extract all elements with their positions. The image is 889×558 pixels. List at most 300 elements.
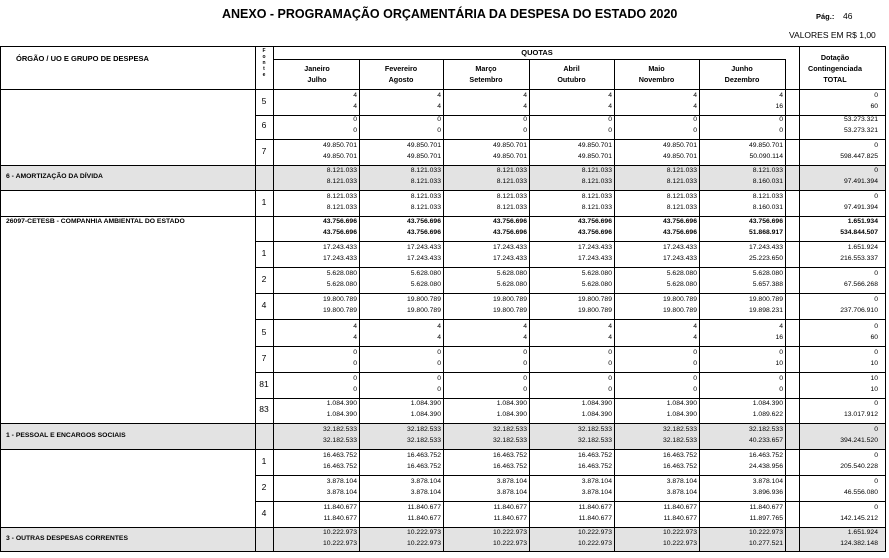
column-line	[699, 59, 700, 551]
quota-value: 8.121.033	[581, 193, 612, 200]
quota-value: 10.222.973	[406, 529, 441, 536]
dotacao-value: 0	[874, 452, 878, 459]
fonte-code: 1	[261, 248, 267, 258]
column-line	[443, 59, 444, 551]
dotacao-total: 60	[870, 334, 878, 341]
quota-value: 1.084.390	[326, 400, 357, 407]
month-name-first-half: Abril	[563, 64, 580, 73]
quota-value: 0	[608, 375, 612, 382]
quota-value: 16.463.752	[577, 452, 612, 459]
month-name-second-half: Agosto	[388, 75, 414, 84]
quota-value: 32.182.533	[492, 426, 527, 433]
month-header	[699, 63, 785, 85]
dotacao-header	[785, 52, 885, 85]
quota-value: 10.222.973	[492, 529, 527, 536]
quota-value: 3.896.936	[752, 489, 783, 496]
quota-value: 0	[353, 386, 357, 393]
month-name-first-half: Junho	[731, 64, 753, 73]
quota-value: 0	[608, 386, 612, 393]
quota-value: 25.223.650	[748, 255, 783, 262]
quota-value: 32.182.533	[406, 437, 441, 444]
dotacao-value: 0	[874, 323, 878, 330]
month-name-first-half: Maio	[648, 64, 665, 73]
row-separator	[255, 475, 886, 476]
quota-value: 17.243.433	[492, 244, 527, 251]
quota-value: 8.121.033	[666, 204, 697, 211]
quota-value: 49.850.701	[406, 142, 441, 149]
quota-value: 8.121.033	[666, 167, 697, 174]
row-separator	[255, 319, 886, 320]
quota-value: 49.850.701	[577, 142, 612, 149]
month-name-first-half: Março	[475, 64, 497, 73]
quota-value: 5.628.080	[410, 270, 441, 277]
quota-value: 4	[693, 103, 697, 110]
quota-value: 32.182.533	[662, 437, 697, 444]
quota-value: 17.243.433	[322, 255, 357, 262]
quota-value: 43.756.696	[577, 229, 612, 236]
quota-value: 24.438.956	[748, 463, 783, 470]
quota-value: 49.850.701	[492, 142, 527, 149]
fonte-code: 1	[261, 456, 267, 466]
quota-value: 4	[353, 92, 357, 99]
fonte-code: 83	[259, 404, 269, 414]
quota-value: 4	[437, 92, 441, 99]
dotacao-header-line: Contingenciada	[808, 64, 862, 73]
quota-value: 5.628.080	[496, 281, 527, 288]
dotacao-total: 142.145.212	[840, 515, 878, 522]
quota-value: 19.800.789	[577, 296, 612, 303]
quota-value: 1.084.390	[410, 411, 441, 418]
row-separator	[0, 449, 886, 450]
fonte-code: 6	[261, 120, 267, 130]
fonte-code: 2	[261, 274, 267, 284]
page-number: 46	[843, 11, 853, 21]
quota-value: 8.160.031	[752, 178, 783, 185]
quota-value: 32.182.533	[662, 426, 697, 433]
quota-value: 3.878.104	[752, 478, 783, 485]
dotacao-value: 0	[874, 426, 878, 433]
row-separator	[255, 501, 886, 502]
dotacao-total: 46.556.080	[843, 489, 878, 496]
dotacao-total: 10	[870, 360, 878, 367]
quota-value: 3.878.104	[496, 478, 527, 485]
quota-value: 4	[523, 323, 527, 330]
quota-value: 0	[437, 116, 441, 123]
quota-value: 0	[437, 360, 441, 367]
quota-value: 49.850.701	[406, 153, 441, 160]
quota-value: 0	[779, 116, 783, 123]
quota-value: 0	[693, 360, 697, 367]
quota-value: 0	[608, 349, 612, 356]
quota-value: 10.222.973	[577, 540, 612, 547]
quota-value: 0	[437, 386, 441, 393]
quota-value: 43.756.696	[577, 218, 612, 225]
quota-value: 0	[779, 349, 783, 356]
month-name-second-half: Novembro	[638, 75, 675, 84]
dotacao-total: 124.382.148	[840, 540, 878, 547]
table-border-bottom	[0, 551, 886, 552]
quota-value: 17.243.433	[492, 255, 527, 262]
quota-value: 5.628.080	[581, 281, 612, 288]
quota-value: 8.121.033	[752, 167, 783, 174]
month-name-second-half: Julho	[307, 75, 327, 84]
quota-value: 16.463.752	[492, 463, 527, 470]
dotacao-value: 0	[874, 349, 878, 356]
quota-value: 4	[353, 334, 357, 341]
quota-value: 8.121.033	[410, 167, 441, 174]
quota-value: 10.222.973	[322, 529, 357, 536]
quota-value: 32.182.533	[322, 437, 357, 444]
group-label: 6 - AMORTIZAÇÃO DA DÍVIDA	[6, 173, 103, 180]
quota-value: 4	[608, 334, 612, 341]
quota-value: 5.628.080	[752, 270, 783, 277]
quota-value: 50.090.114	[749, 153, 783, 160]
row-separator	[255, 241, 886, 242]
quota-value: 4	[608, 92, 612, 99]
dotacao-total: 97.491.394	[843, 178, 878, 185]
quota-value: 49.850.701	[577, 153, 612, 160]
quota-value: 0	[353, 127, 357, 134]
month-name-second-half: Dezembro	[724, 75, 760, 84]
quota-value: 43.756.696	[406, 229, 441, 236]
quota-value: 19.800.789	[662, 307, 697, 314]
row-separator	[255, 346, 886, 347]
quota-value: 8.160.031	[752, 204, 783, 211]
quota-value: 10.222.973	[662, 540, 697, 547]
row-separator	[255, 372, 886, 373]
quota-value: 8.121.033	[581, 178, 612, 185]
quota-value: 8.121.033	[410, 204, 441, 211]
quota-value: 4	[608, 103, 612, 110]
quota-value: 0	[523, 127, 527, 134]
quota-value: 10.277.521	[748, 540, 783, 547]
table-border-top	[0, 46, 886, 47]
dotacao-total: 598.447.825	[840, 153, 878, 160]
row-separator	[0, 423, 886, 424]
quota-value: 0	[353, 360, 357, 367]
quota-value: 11.840.677	[663, 515, 697, 522]
quota-value: 19.800.789	[662, 296, 697, 303]
quota-value: 19.800.789	[492, 296, 527, 303]
dotacao-header-line: TOTAL	[823, 75, 847, 84]
quota-value: 4	[693, 92, 697, 99]
column-header-quotas: QUOTAS	[521, 48, 553, 57]
quota-value: 40.233.657	[748, 437, 783, 444]
quota-value: 8.121.033	[326, 193, 357, 200]
dotacao-total: 534.844.507	[840, 229, 878, 236]
fonte-code: 81	[259, 379, 269, 389]
quota-value: 19.800.789	[577, 307, 612, 314]
dotacao-value: 0	[874, 270, 878, 277]
row-separator	[255, 293, 886, 294]
dotacao-total: 10	[870, 386, 878, 393]
quota-value: 0	[693, 349, 697, 356]
quota-value: 32.182.533	[577, 437, 612, 444]
column-header-org: ÓRGÃO / UO E GRUPO DE DESPESA	[16, 54, 149, 63]
quota-value: 16.463.752	[492, 452, 527, 459]
quota-value: 1.084.390	[496, 400, 527, 407]
quota-value: 19.800.789	[322, 296, 357, 303]
quota-value: 0	[779, 386, 783, 393]
quota-value: 19.800.789	[406, 307, 441, 314]
dotacao-value: 53.273.321	[843, 116, 878, 123]
fonte-code: 7	[261, 353, 267, 363]
quota-value: 11.840.677	[578, 515, 612, 522]
quota-value: 0	[353, 375, 357, 382]
quota-value: 8.121.033	[326, 204, 357, 211]
quota-value: 0	[608, 127, 612, 134]
quota-value: 5.628.080	[410, 281, 441, 288]
quota-value: 8.121.033	[496, 193, 527, 200]
quota-value: 10	[775, 360, 783, 367]
dotacao-value: 0	[874, 296, 878, 303]
quota-value: 3.878.104	[666, 478, 697, 485]
quota-value: 1.084.390	[666, 411, 697, 418]
month-header	[275, 63, 359, 85]
quota-value: 11.840.677	[493, 504, 527, 511]
quota-value: 5.628.080	[326, 281, 357, 288]
quota-value: 43.756.696	[322, 229, 357, 236]
quota-value: 11.840.677	[578, 504, 612, 511]
quota-value: 32.182.533	[577, 426, 612, 433]
quota-value: 5.628.080	[496, 270, 527, 277]
quota-value: 49.850.701	[322, 153, 357, 160]
quota-value: 3.878.104	[410, 478, 441, 485]
quota-value: 3.878.104	[326, 489, 357, 496]
dotacao-value: 0	[874, 400, 878, 407]
dotacao-value: 1.651.934	[847, 218, 878, 225]
quota-value: 0	[693, 375, 697, 382]
quota-value: 0	[353, 349, 357, 356]
quota-value: 1.089.622	[752, 411, 783, 418]
quota-value: 0	[523, 375, 527, 382]
quota-value: 43.756.696	[662, 218, 697, 225]
quota-value: 0	[779, 375, 783, 382]
quota-value: 5.628.080	[326, 270, 357, 277]
quota-value: 51.868.917	[748, 229, 783, 236]
month-name-second-half: Outubro	[557, 75, 586, 84]
quota-value: 8.121.033	[326, 167, 357, 174]
dotacao-value: 0	[874, 478, 878, 485]
quota-value: 1.084.390	[326, 411, 357, 418]
dotacao-total: 216.553.337	[840, 255, 878, 262]
quota-value: 32.182.533	[492, 437, 527, 444]
quota-value: 1.084.390	[581, 400, 612, 407]
fonte-code: 4	[261, 508, 267, 518]
quota-value: 8.121.033	[496, 204, 527, 211]
quota-value: 0	[523, 116, 527, 123]
quota-value: 32.182.533	[406, 426, 441, 433]
fonte-code: 1	[261, 197, 267, 207]
quota-value: 11.840.677	[323, 515, 357, 522]
quota-value: 10.222.973	[322, 540, 357, 547]
quota-value: 16	[775, 334, 783, 341]
quota-value: 1.084.390	[496, 411, 527, 418]
row-separator	[0, 190, 886, 191]
quota-value: 11.840.677	[493, 515, 527, 522]
dotacao-total: 67.566.268	[843, 281, 878, 288]
fonte-code: 7	[261, 146, 267, 156]
quota-value: 0	[353, 116, 357, 123]
dotacao-total: 237.706.910	[840, 307, 878, 314]
quota-value: 4	[693, 323, 697, 330]
quota-value: 11.840.677	[407, 515, 441, 522]
quota-value: 5.628.080	[666, 270, 697, 277]
quota-value: 1.084.390	[752, 400, 783, 407]
quota-value: 11.840.677	[407, 504, 441, 511]
quota-value: 19.800.789	[492, 307, 527, 314]
quota-value: 10.222.973	[748, 529, 783, 536]
quota-value: 16.463.752	[322, 452, 357, 459]
quota-value: 4	[437, 323, 441, 330]
quota-value: 5.628.080	[581, 270, 612, 277]
fonte-code: 2	[261, 482, 267, 492]
quota-value: 0	[523, 360, 527, 367]
org-label: 26097-CETESB - COMPANHIA AMBIENTAL DO ESTADO	[6, 218, 185, 225]
quota-value: 4	[693, 334, 697, 341]
quota-value: 43.756.696	[406, 218, 441, 225]
quota-value: 8.121.033	[752, 193, 783, 200]
quota-value: 11.840.677	[749, 504, 783, 511]
month-name-first-half: Fevereiro	[384, 64, 418, 73]
quota-value: 17.243.433	[662, 255, 697, 262]
group-label: 3 - OUTRAS DESPESAS CORRENTES	[6, 535, 128, 542]
page-label: Pág.:	[816, 12, 835, 21]
quota-value: 17.243.433	[577, 244, 612, 251]
fonte-code: 4	[261, 300, 267, 310]
quota-value: 8.121.033	[410, 193, 441, 200]
dotacao-total: 97.491.394	[843, 204, 878, 211]
quota-value: 10.222.973	[577, 529, 612, 536]
quota-value: 43.756.696	[662, 229, 697, 236]
quota-value: 17.243.433	[577, 255, 612, 262]
quota-value: 4	[523, 334, 527, 341]
quota-value: 43.756.696	[322, 218, 357, 225]
quota-value: 0	[608, 116, 612, 123]
fonte-code: 5	[261, 96, 267, 106]
quota-value: 8.121.033	[410, 178, 441, 185]
month-name-second-half: Setembro	[469, 75, 503, 84]
fonte-letter: F	[262, 48, 266, 54]
quota-value: 49.850.701	[748, 142, 783, 149]
quota-value: 4	[523, 92, 527, 99]
dotacao-value: 0	[874, 92, 878, 99]
quota-value: 11.840.677	[663, 504, 697, 511]
quota-value: 8.121.033	[326, 178, 357, 185]
quota-value: 16.463.752	[662, 463, 697, 470]
group-label: 1 - PESSOAL E ENCARGOS SOCIAIS	[6, 432, 126, 439]
month-header	[614, 63, 699, 85]
quota-value: 16.463.752	[406, 452, 441, 459]
dotacao-value: 10	[870, 375, 878, 382]
quota-value: 4	[437, 334, 441, 341]
quota-value: 3.878.104	[581, 478, 612, 485]
fonte-letter: t	[263, 66, 265, 72]
quota-value: 43.756.696	[748, 218, 783, 225]
quota-value: 19.800.789	[406, 296, 441, 303]
quota-value: 11.840.677	[323, 504, 357, 511]
quota-value: 49.850.701	[662, 153, 697, 160]
month-header	[529, 63, 614, 85]
quota-value: 10.222.973	[406, 540, 441, 547]
fonte-letter: n	[262, 60, 266, 66]
quota-value: 19.898.231	[748, 307, 783, 314]
row-separator	[255, 139, 886, 140]
quota-value: 8.121.033	[496, 178, 527, 185]
quota-value: 16.463.752	[748, 452, 783, 459]
quota-value: 8.121.033	[666, 178, 697, 185]
quota-value: 17.243.433	[322, 244, 357, 251]
dotacao-value: 0	[874, 193, 878, 200]
quota-value: 19.800.789	[748, 296, 783, 303]
dotacao-total: 60	[870, 103, 878, 110]
quota-value: 5.628.080	[666, 281, 697, 288]
quota-value: 16.463.752	[662, 452, 697, 459]
dotacao-total: 53.273.321	[843, 127, 878, 134]
quota-value: 17.243.433	[406, 244, 441, 251]
quota-value: 0	[523, 349, 527, 356]
quota-value: 43.756.696	[492, 229, 527, 236]
quota-value: 10.222.973	[492, 540, 527, 547]
quota-value: 0	[693, 386, 697, 393]
dotacao-value: 0	[874, 142, 878, 149]
quota-value: 49.850.701	[322, 142, 357, 149]
quota-value: 17.243.433	[748, 244, 783, 251]
quota-value: 4	[353, 103, 357, 110]
quota-value: 0	[437, 375, 441, 382]
quota-value: 4	[437, 103, 441, 110]
quota-value: 3.878.104	[666, 489, 697, 496]
quota-value: 16.463.752	[322, 463, 357, 470]
quota-value: 8.121.033	[581, 204, 612, 211]
fonte-letter: e	[262, 72, 266, 78]
currency-note: VALORES EM R$ 1,00	[789, 30, 876, 40]
quota-value: 16	[775, 103, 783, 110]
quota-value: 49.850.701	[662, 142, 697, 149]
fonte-code: 5	[261, 327, 267, 337]
quota-value: 3.878.104	[496, 489, 527, 496]
month-header	[359, 63, 443, 85]
dotacao-value: 0	[874, 167, 878, 174]
quota-value: 0	[693, 127, 697, 134]
quota-value: 1.084.390	[581, 411, 612, 418]
column-header-fonte	[259, 48, 269, 78]
row-separator	[255, 267, 886, 268]
quota-value: 43.756.696	[492, 218, 527, 225]
quota-value: 5.657.388	[752, 281, 783, 288]
dotacao-total: 13.017.912	[843, 411, 878, 418]
dotacao-total: 394.241.520	[840, 437, 878, 444]
dotacao-total: 205.540.228	[840, 463, 878, 470]
quota-value: 10.222.973	[662, 529, 697, 536]
quota-value: 8.121.033	[496, 167, 527, 174]
quota-value: 17.243.433	[662, 244, 697, 251]
quota-value: 3.878.104	[410, 489, 441, 496]
quota-value: 0	[608, 360, 612, 367]
quota-value: 8.121.033	[581, 167, 612, 174]
dotacao-header-line: Dotação	[820, 53, 850, 62]
quota-value: 0	[437, 127, 441, 134]
dotacao-value: 1.651.924	[847, 529, 878, 536]
quota-value: 3.878.104	[326, 478, 357, 485]
table-border-left	[0, 46, 1, 551]
quota-value: 3.878.104	[581, 489, 612, 496]
quota-value: 11.897.765	[749, 515, 783, 522]
quota-value: 17.243.433	[406, 255, 441, 262]
quota-value: 0	[437, 349, 441, 356]
column-line	[785, 59, 786, 551]
quota-value: 4	[779, 92, 783, 99]
